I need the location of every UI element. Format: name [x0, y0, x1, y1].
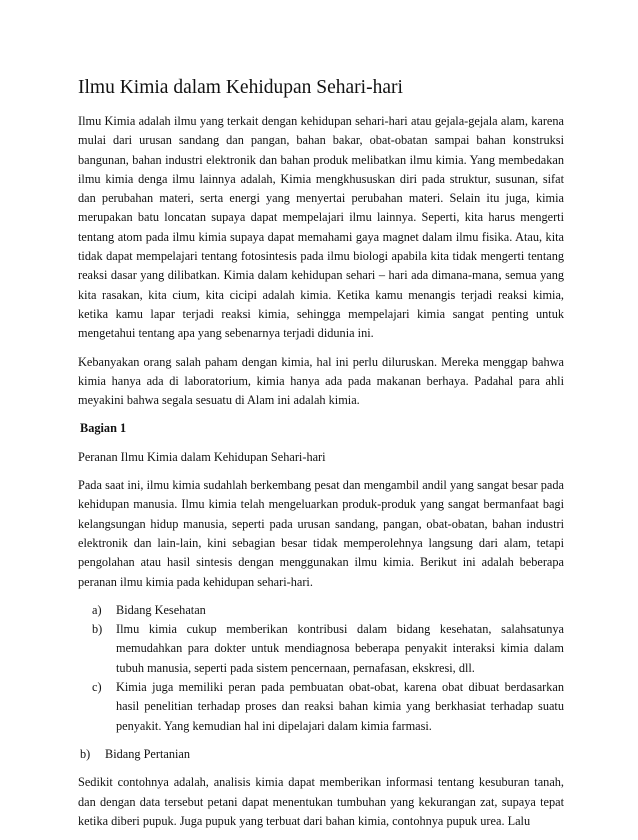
document-page [78, 76, 564, 840]
roles-list [78, 601, 564, 736]
subsection-heading [78, 745, 564, 764]
subsection-marker: b) [80, 746, 91, 761]
list-marker: a) [92, 602, 102, 617]
intro-paragraph-1: Ilmu Kimia adalah ilmu yang terkait dengan kehidupan sehari-hari atau gejala-gejala alam, karena mulai dari urusan sandang dan pangan, bahan bakar, obat-obatan sampai bahan konstruksi bangunan, bahan industri elektronik dan bahan produk melibatkan ilmu kimia. Yang membedakan ilmu kimia denga ilmu lainnya adalah, Kimia mengkhususkan diri pada struktur, susunan, sifat dan perubahan materi, serta energi yang menyertai perubahan materi. Selain itu juga, kimia merupakan batu loncatan supaya dapat mempelajari ilmu lainnya. Seperti, kita harus mengerti tentang atom pada ilmu kimia supaya dapat memahami gaya magnet dalam ilmu fisika. Atau, kita tidak dapat mempelajari tentang fotosintesis pada ilmu biologi apabila kita tidak mengerti tentang reaksi dasar yang dilibatkan. Kimia dalam kehidupan sehari – hari ada dimana-mana, semua yang kita rasakan, kita cium, kita cicipi adalah kimia. Ketika kamu menangis terjadi reaksi kimia, ketika kamu lapar terjadi reaksi kimia, sehingga mempelajari kimia sangat penting untuk mengetahui tentang apa yang sebenarnya terjadi didunia ini. [78, 114, 564, 341]
list-item [78, 678, 564, 736]
list-item [78, 601, 564, 620]
subsection-title: Bidang Pertanian [105, 746, 191, 761]
list-marker: b) [92, 622, 103, 637]
list-item-text: Bidang Kesehatan [116, 602, 206, 617]
intro-paragraph-2: Kebanyakan orang salah paham dengan kimia, hal ini perlu diluruskan. Mereka menggap bahwa kimia hanya ada di laboratorium, kimia hanya ada pada makanan berhaya. Padahal para ahli meyakini bahwa segala sesuatu di Alam ini adalah kimia. [78, 354, 564, 408]
final-paragraph: Sedikit contohnya adalah, analisis kimia dapat memberikan informasi tentang kesuburan tanah, dan dengan data tersebut petani dapat menentukan tumbuhan yang kekurangan zat, supaya tepat ketika diberi pupuk. Juga pupuk yang terbuat dari bahan kimia, contohnya pupuk urea. Lalu [78, 775, 564, 828]
section-paragraph: Pada saat ini, ilmu kimia sudahlah berkembang pesat dan mengambil andil yang sangat besar pada kehidupan manusia. Ilmu kimia telah mengeluarkan produk-produk yang sangat bermanfaat bagi kelangsungan hidup manusia, seperti pada urusan sandang, pangan, obat-obatan, bahan industri elektronik dan lain-lain, kini sebagian besar tidak memperolehnya langsung dari alam, tetapi pengolahan atau hasil sintesis dengan menggunakan ilmu kimia. Berikut ini adalah beberapa peranan ilmu kimia pada kehidupan sehari-hari. [78, 478, 564, 589]
section-label: Bagian 1 [80, 421, 127, 436]
document-title: Ilmu Kimia dalam Kehidupan Sehari-hari [78, 77, 403, 98]
list-item-text: Kimia juga memiliki peran pada pembuatan obat-obat, karena obat dibuat berdasarkan hasil penelitian terhadap proses dan reaksi bahan kimia yang berkhasiat terhadap suatu penyakit. Yang kemudian hal ini dipelajari dalam kimia farmasi. [116, 680, 564, 733]
section-title: Peranan Ilmu Kimia dalam Kehidupan Sehari-hari [78, 449, 326, 464]
list-item [78, 620, 564, 678]
list-marker: c) [92, 680, 102, 695]
list-item-text: Ilmu kimia cukup memberikan kontribusi dalam bidang kesehatan, salahsatunya memudahkan para dokter untuk mendiagnosa beberapa penyakit interaksi kimia dalam tubuh manusia, seperti pada sistem pencernaan, pernafasan, ekskresi, dll. [116, 622, 564, 675]
